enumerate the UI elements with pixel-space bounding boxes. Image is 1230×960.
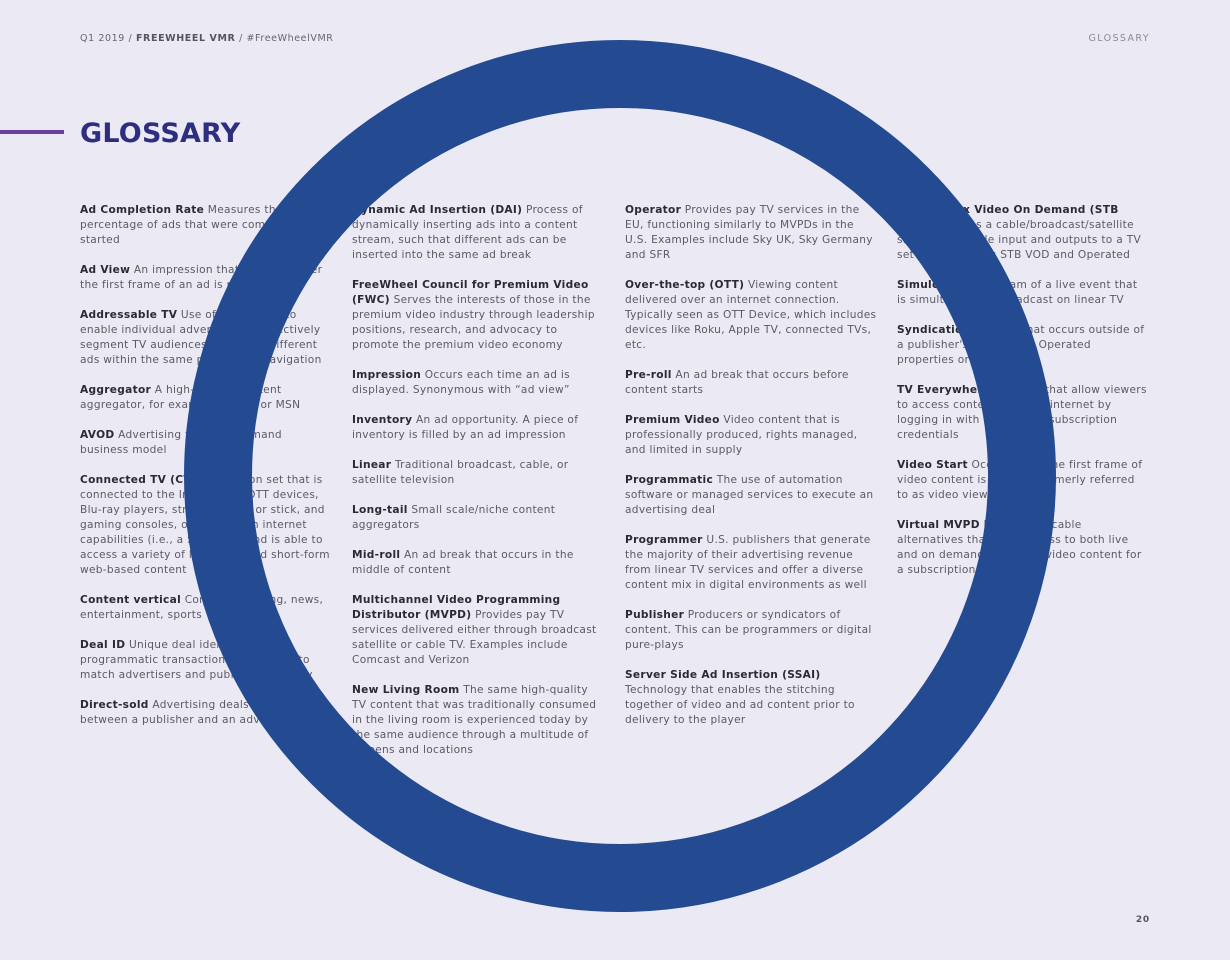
- glossary-term: Premium Video: [625, 414, 720, 426]
- glossary-term: Programmer: [625, 534, 703, 546]
- glossary-definition: Advertising video on demand business model: [80, 429, 282, 456]
- glossary-term: Dynamic Ad Insertion (DAI): [352, 204, 523, 216]
- glossary-term: Long-tail: [352, 504, 408, 516]
- glossary-definition: Producers or syndicators of content. This can be programmers or digital pure-plays: [625, 609, 872, 651]
- glossary-term: Linear: [352, 459, 392, 471]
- page-number: 20: [1135, 915, 1150, 925]
- glossary-definition: Content including, news, entertainment, sports: [80, 594, 324, 621]
- glossary-definition: The use of automation software or managed services to execute an advertising deal: [625, 474, 874, 516]
- glossary-term: Content vertical: [80, 594, 182, 606]
- glossary-definition: Serves the interests of those in the premium video industry through leadership positions, research, and advocacy to promote the premium video economy: [352, 294, 595, 351]
- glossary-term: Programmatic: [625, 474, 714, 486]
- glossary-definition: Receives a cable/broadcast/satellite signal via a cable input and outputs to a TV set via FourFronts STB VOD and Operated: [897, 219, 1142, 261]
- header-separator: /: [235, 33, 247, 44]
- glossary-term: Addressable TV: [80, 309, 178, 321]
- glossary-term: Deal ID: [80, 639, 126, 651]
- header-brand: FREEWHEEL VMR: [135, 33, 236, 44]
- title-accent-bar: [0, 130, 64, 134]
- glossary-definition: The same high-quality TV content that was traditionally consumed in the living room is experienced today by the same audience through a multitude of screens and locations: [352, 684, 597, 756]
- glossary-term: Multichannel Video Programming Distributor (MVPD): [352, 594, 561, 621]
- glossary-term: New Living Room: [352, 684, 460, 696]
- glossary-term: Connected TV (CTV): [80, 474, 205, 486]
- glossary-definition: Content that occurs outside of a publisher's Owned and Operated properties or platforms: [897, 324, 1145, 366]
- glossary-definition: Unique deal identifier for programmatic transaction that is used to match advertisers and publishers directly: [80, 639, 313, 681]
- glossary-definition: A high-volume content aggregator, for example Yahoo! or MSN: [80, 384, 301, 411]
- glossary-term: Over-the-top (OTT): [625, 279, 745, 291]
- glossary-definition: Occurs when the first frame of video content is viewed. Formerly referred to as video view: [897, 459, 1143, 501]
- glossary-term: Mid-roll: [352, 549, 401, 561]
- header-separator: /: [124, 33, 136, 44]
- decorative-ring: [184, 40, 1056, 912]
- header-hashtag: #FreeWheelVMR: [246, 33, 334, 44]
- running-header: [80, 33, 333, 44]
- glossary-definition: Measures the percentage of ads that were completed once started: [80, 204, 332, 246]
- glossary-term: Syndication: [897, 324, 971, 336]
- glossary-definition: An ad opportunity. A piece of inventory is filled by an ad impression: [352, 414, 579, 441]
- glossary-term: Pre-roll: [625, 369, 672, 381]
- glossary-definition: Services that allow viewers to access content over the internet by logging in with their MVPD subscription credentials: [897, 384, 1147, 441]
- glossary-term: Ad View: [80, 264, 131, 276]
- glossary-term: FreeWheel Council for Premium Video (FWC): [352, 279, 589, 306]
- glossary-definition: Technology that enables the stitching together of video and ad content prior to delivery to the player: [625, 684, 855, 726]
- glossary-term: Aggregator: [80, 384, 152, 396]
- header-period: Q1 2019: [80, 33, 125, 44]
- glossary-definition: Live stream of a live event that is simultaneously broadcast on linear TV: [897, 279, 1138, 306]
- glossary-definition: Provides pay TV services in the EU, functioning similarly to MVPDs in the U.S. Examples include Sky UK, Sky Germany and SFR: [625, 204, 873, 261]
- glossary-definition: An ad break that occurs before content starts: [625, 369, 849, 396]
- glossary-definition: Video content that is professionally produced, rights managed, and limited in supply: [625, 414, 858, 456]
- glossary-definition: Digital-only cable alternatives that offer access to both live and on demand television video content for a subscription fee: [897, 519, 1142, 576]
- page-title: GLOSSARY: [80, 118, 241, 149]
- glossary-term: Direct-sold: [80, 699, 149, 711]
- glossary-term: Operator: [625, 204, 682, 216]
- glossary-term: Video Start: [897, 459, 968, 471]
- glossary-definition: Traditional broadcast, cable, or satellite television: [352, 459, 569, 486]
- glossary-term: Ad Completion Rate: [80, 204, 205, 216]
- glossary-term: Virtual MVPD: [897, 519, 980, 531]
- glossary-definition: Advertising deals made directly between a publisher and an advertiser: [80, 699, 330, 726]
- glossary-term: Impression: [352, 369, 422, 381]
- glossary-term: Simulcast: [897, 279, 958, 291]
- glossary-term: AVOD: [80, 429, 115, 441]
- glossary-definition: Television set that is connected to the Internet via OTT devices, Blu-ray players, streaming box or stick, and gaming consoles, or has built-in internet capabilities (i.e., a Smart TV) and is able to access a variety of long-form and short-form web-based content: [80, 474, 330, 576]
- glossary-definition: Small scale/niche content aggregators: [352, 504, 556, 531]
- glossary-definition: An ad break that occurs in the middle of content: [352, 549, 574, 576]
- glossary-term: Publisher: [625, 609, 685, 621]
- glossary-definition: U.S. publishers that generate the majority of their advertising revenue from linear TV services and offer a diverse content mix in digital environments as well: [625, 534, 871, 591]
- glossary-term: TV Everywhere: [897, 384, 991, 396]
- glossary-definition: Process of dynamically inserting ads into a content stream, such that different ads can be inserted into the same ad break: [352, 204, 583, 261]
- glossary-definition: Provides pay TV services delivered either through broadcast satellite or cable TV. Examples include Comcast and Verizon: [352, 609, 597, 666]
- glossary-term: Set-Top-Box Video On Demand (STB VOD): [897, 204, 1119, 231]
- header-section-label: GLOSSARY: [1088, 33, 1150, 44]
- glossary-definition: Viewing content delivered over an internet connection. Typically seen as OTT Device, which includes devices like Roku, Apple TV, connected TVs, etc.: [625, 279, 877, 351]
- glossary-term: Inventory: [352, 414, 413, 426]
- glossary-term: Server Side Ad Insertion (SSAI): [625, 669, 821, 681]
- glossary-definition: Use of technology to enable individual advertisers to selectively segment TV audiences and serve different ads within the same program or navigation: [80, 309, 322, 366]
- glossary-definition: An impression that registers after the first frame of an ad is rendered: [80, 264, 323, 291]
- glossary-definition: Occurs each time an ad is displayed. Synonymous with “ad view”: [352, 369, 570, 396]
